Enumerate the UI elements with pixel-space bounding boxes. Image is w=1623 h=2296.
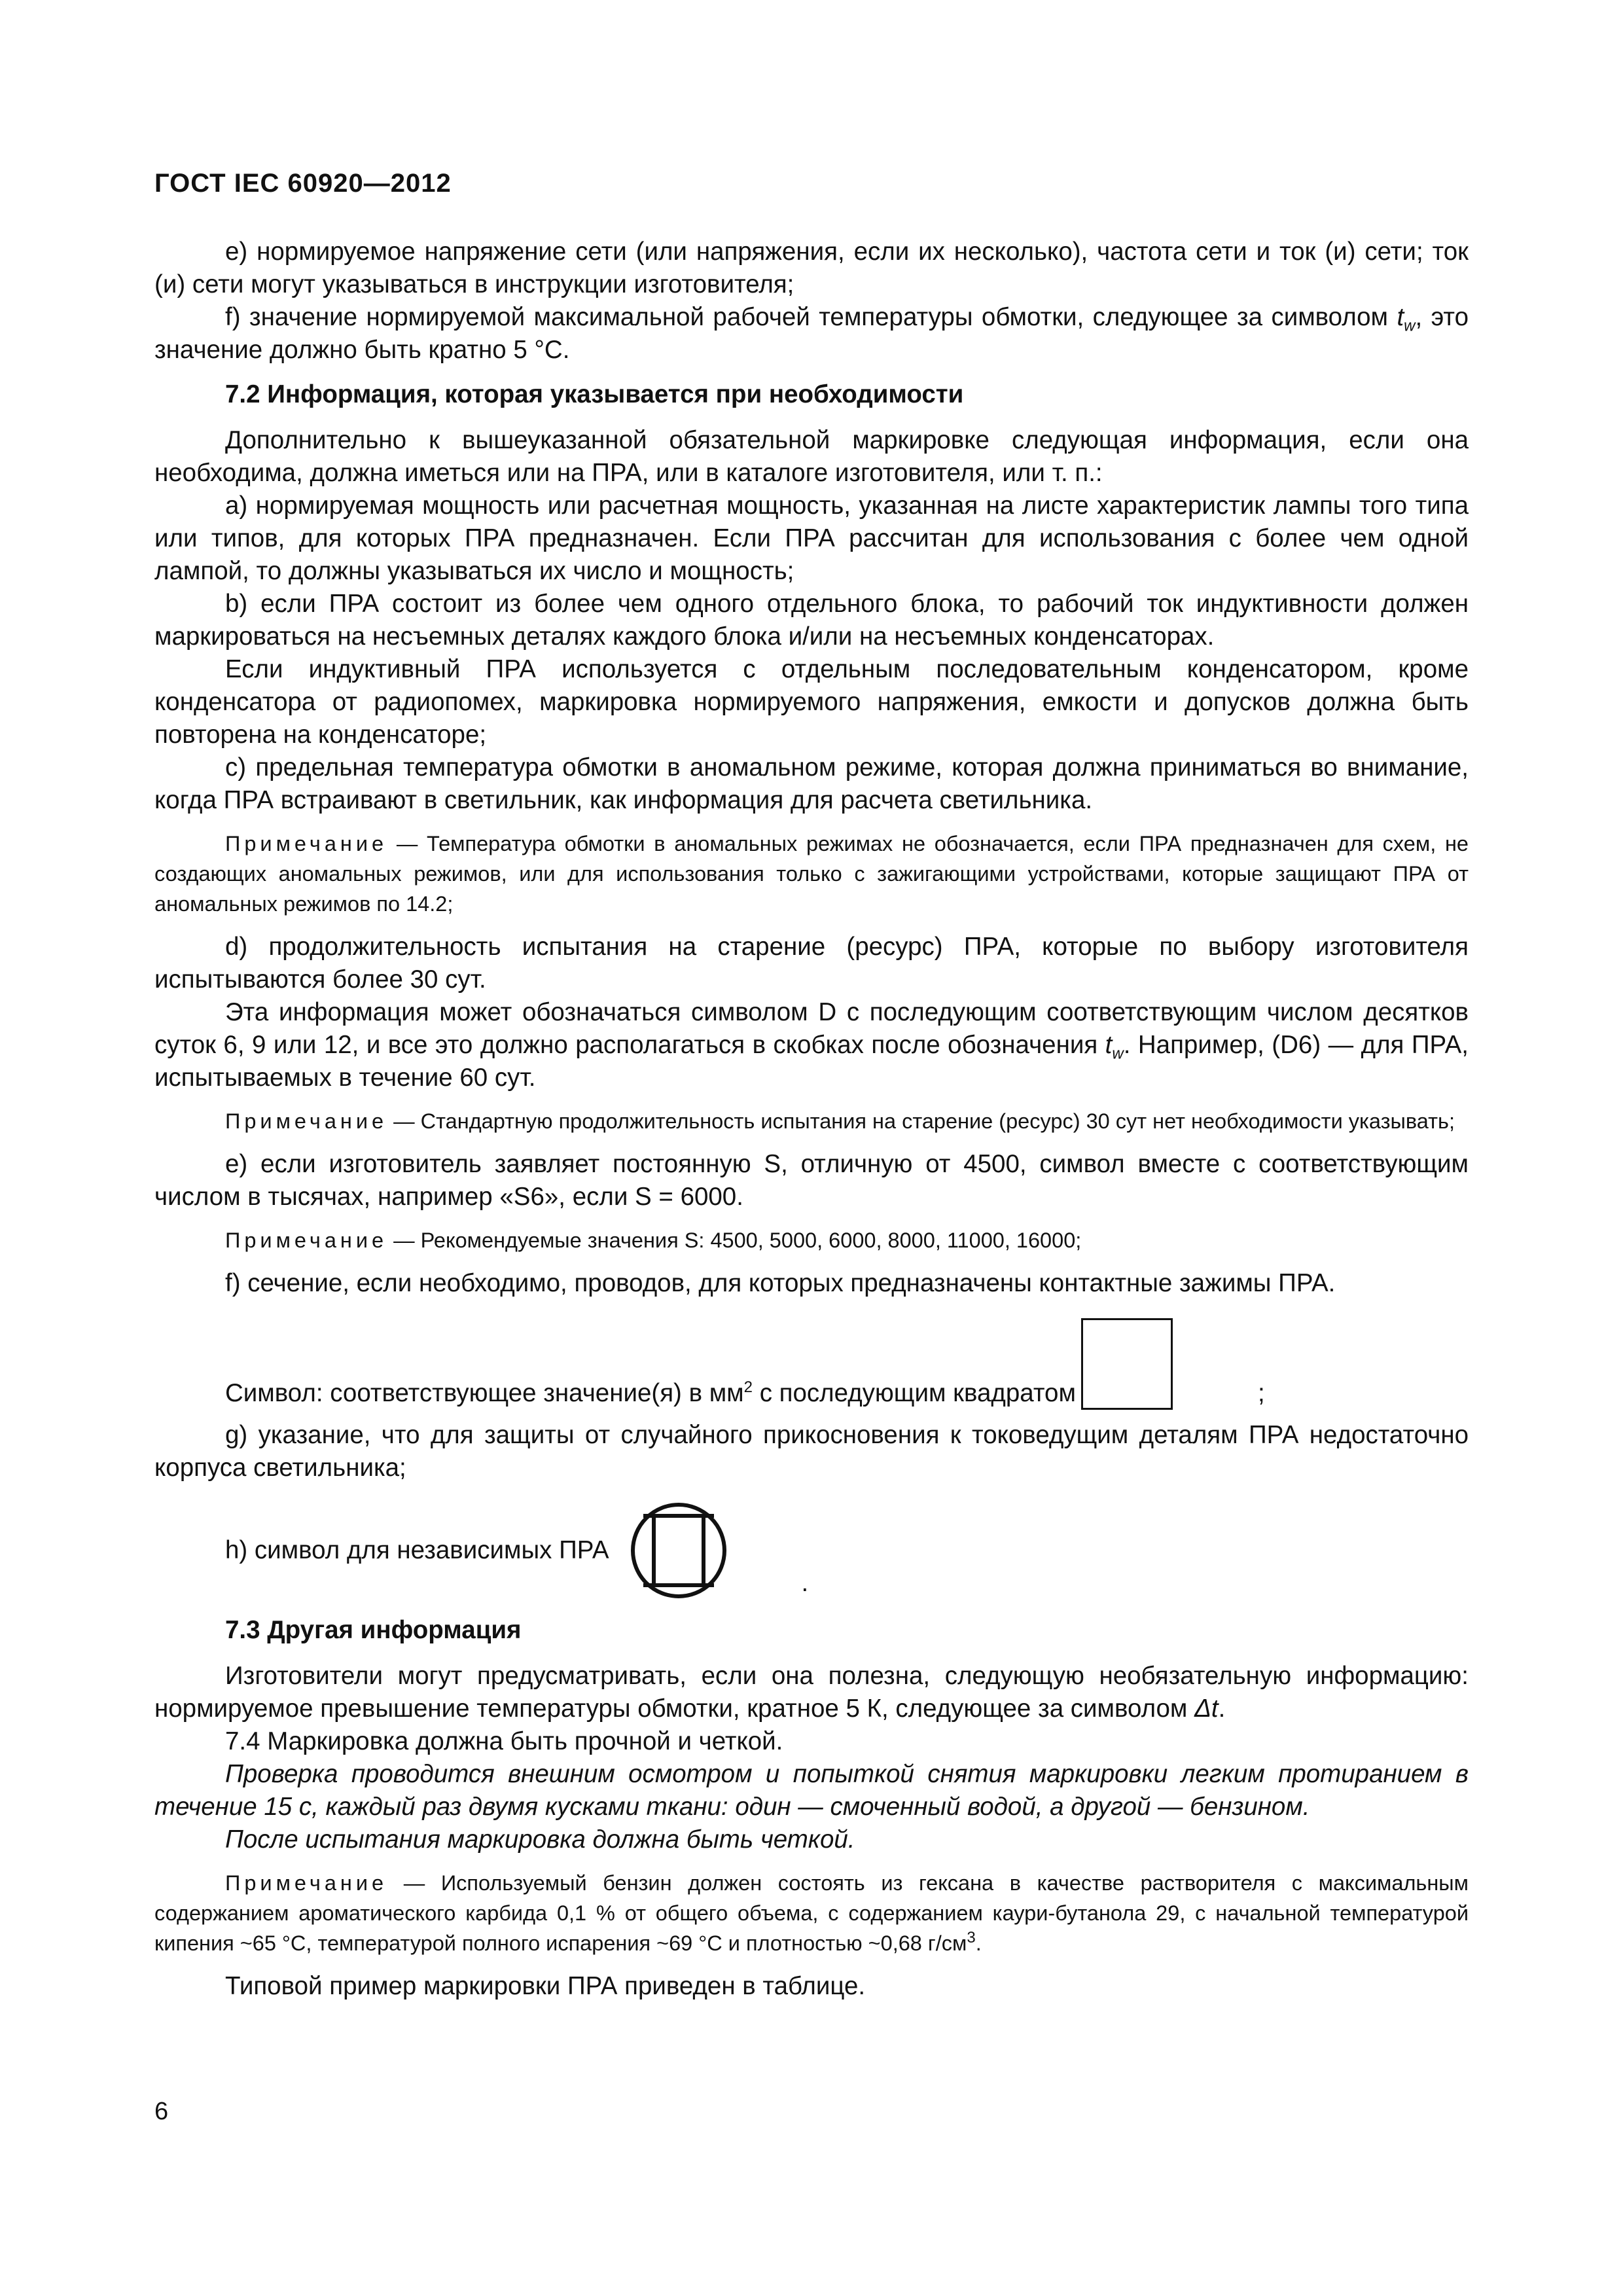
- paragraph-g-protection: g) указание, что для защиты от случайного прикосновения к токоведущим деталям ПРА недостаточно корпуса светильника;: [154, 1421, 1469, 1482]
- paragraph-check: Проверка проводится внешним осмотром и попыткой снятия маркировки легким протиранием в течение 15 с, каждый раз двумя кусками ткани: один — смоченный водой, а другой — бензином.: [154, 1760, 1469, 1821]
- document-body: [154, 236, 1469, 2003]
- section-heading-7-2: 7.2 Информация, которая указывается при необходимости: [225, 380, 964, 408]
- paragraph-f-temperature: f) значение нормируемой максимальной рабочей температуры обмотки, следующее за символом $t_w$, это значение должно быть кратно 5 °С.: [154, 303, 1469, 364]
- paragraph-7-4: 7.4 Маркировка должна быть прочной и четкой.: [225, 1727, 783, 1755]
- square-symbol-icon: [1081, 1318, 1173, 1410]
- cross-section-symbol-line: Символ: соответствующее значение(я) в $мм^2$ с последующим квадратом ;: [154, 1318, 1469, 1410]
- independent-ballast-symbol-icon: [626, 1501, 731, 1600]
- paragraph-additional-info: Дополнительно к вышеуказанной обязательной маркировке следующая информация, если она необходима, должна иметься или на ПРА, или в каталоге изготовителя, или т. п.:: [154, 426, 1469, 487]
- note-1: Примечание — Температура обмотки в аномальных режимах не обозначается, если ПРА предназначен для схем, не создающих аномальных режимов, или для использования только с зажигающими устройствами, которые защищают ПРА от аномальных режимов по 14.2;: [154, 832, 1469, 916]
- paragraph-d-endurance: d) продолжительность испытания на старение (ресурс) ПРА, которые по выбору изготовителя испытываются более 30 сут.: [154, 933, 1469, 994]
- paragraph-a-power: а) нормируемая мощность или расчетная мощность, указанная на листе характеристик лампы того типа или типов, для которых ПРА предназначен. Если ПРА рассчитан для использования с более чем одной лампой, то должны указываться их число и мощность;: [154, 492, 1469, 585]
- paragraph-b-capacitor: Если индуктивный ПРА используется с отдельным последовательным конденсатором, кроме конденсатора от радиопомех, маркировка нормируемого напряжения, емкости и допусков должна быть повторена на конденсаторе;: [154, 655, 1469, 749]
- paragraph-after-test: После испытания маркировка должна быть четкой.: [225, 1825, 855, 1854]
- paragraph-b-current: b) если ПРА состоит из более чем одного отдельного блока, то рабочий ток индуктивности должен маркироваться на несъемных деталях каждого блока и/или на несъемных конденсаторах.: [154, 590, 1469, 651]
- paragraph-f-conductors: f) сечение, если необходимо, проводов, для которых предназначены контактные зажимы ПРА.: [225, 1269, 1336, 1297]
- independent-ballast-line: h) символ для независимых ПРА .: [154, 1501, 1469, 1600]
- paragraph-e-constant: е) если изготовитель заявляет постоянную S, отличную от 4500, символ вместе с соответствующим числом в тысячах, например «S6», если S = 6000.: [154, 1150, 1469, 1211]
- paragraph-typical-example: Типовой пример маркировки ПРА приведен в таблице.: [225, 1972, 866, 2000]
- note-2: Примечание — Стандартную продолжительность испытания на старение (ресурс) 30 сут нет необходимости указывать;: [225, 1109, 1455, 1133]
- page-number: 6: [154, 2098, 169, 2125]
- paragraph-d-symbol: Эта информация может обозначаться символом D с последующим соответствующим числом десятков суток 6, 9 или 12, и все это должно располагаться в скобках после обозначения $t_w$. Например, (D6) — для ПРА, испытываемых в течение 60 сут.: [154, 998, 1469, 1092]
- paragraph-other-info: Изготовители могут предусматривать, если она полезна, следующую необязательную информацию: нормируемое превышение температуры обмотки, кратное 5 К, следующее за символом Δt.: [154, 1662, 1469, 1723]
- document-header: ГОСТ IEC 60920—2012: [154, 169, 452, 198]
- section-heading-7-3: 7.3 Другая информация: [225, 1616, 522, 1644]
- note-3: Примечание — Рекомендуемые значения S: 4500, 5000, 6000, 8000, 11000, 16000;: [225, 1229, 1082, 1252]
- paragraph-e-mains: е) нормируемое напряжение сети (или напряжения, если их несколько), частота сети и ток (и) сети; ток (и) сети могут указываться в инструкции изготовителя;: [154, 238, 1469, 298]
- note-4: Примечание — Используемый бензин должен состоять из гексана в качестве растворителя с максимальным содержанием ароматического карбида 0,1 % от общего объема, с содержанием каури-бутанола 29, с начальной температурой кипения ~65 °С, температурой полного испарения ~69 °С и плотностью ~0,68 $г/см^3$.: [154, 1871, 1469, 1955]
- paragraph-c-abnormal: с) предельная температура обмотки в аномальном режиме, которая должна приниматься во внимание, когда ПРА встраивают в светильник, как информация для расчета светильника.: [154, 753, 1469, 814]
